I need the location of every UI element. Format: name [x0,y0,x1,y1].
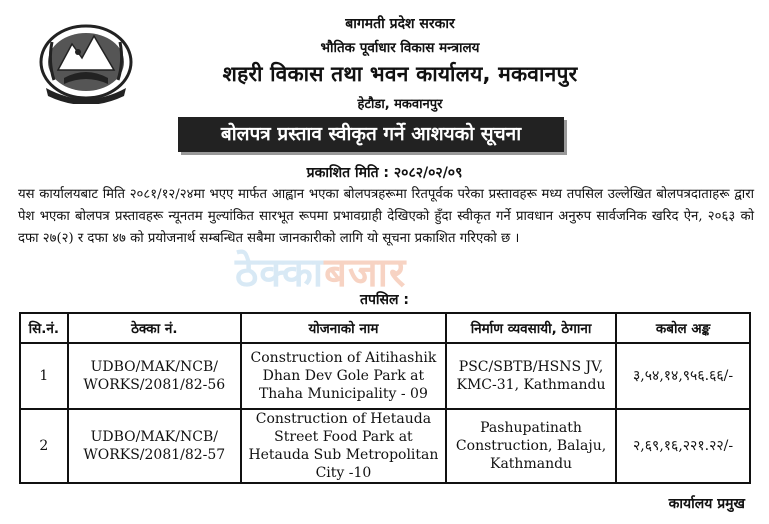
province-government-heading: बागमती प्रदेश सरकार [345,16,455,32]
table-row [20,343,750,409]
cell-contractor: Pashupatinath Construction, Balaju, Kathmandu [446,409,616,483]
schedule-heading: तपसिल : [360,292,409,308]
cell-amount: ३,५४,१४,९५६.६६/- [616,343,750,409]
header-contractor: निर्माण व्यवसायी, ठेगाना [446,313,616,343]
table-row [20,409,750,483]
published-date: प्रकाशित मिति : २०८२/०२/०९ [306,165,463,181]
header-amount: कबोल अङ्क [616,313,750,343]
cell-project: Construction of Aitihashik Dhan Dev Gole Park at Thaha Municipality - 09 [241,343,446,409]
header-project: योजनाको नाम [241,313,446,343]
watermark-part-a: ठेक्का [235,250,325,296]
cell-contract: UDBO/MAK/NCB/ WORKS/2081/82-57 [68,409,241,483]
nepal-emblem-icon [38,22,134,104]
signatory: कार्यालय प्रमुख [668,496,745,512]
header-sn: सि.नं. [20,313,68,343]
table-header-row [20,313,750,343]
cell-project: Construction of Hetauda Street Food Park at Hetauda Sub Metropolitan City -10 [241,409,446,483]
cell-sn: 2 [20,409,68,483]
cell-contractor: PSC/SBTB/HSNS JV, KMC-31, Kathmandu [446,343,616,409]
cell-sn: 1 [20,343,68,409]
office-title: शहरी विकास तथा भवन कार्यालय, मकवानपुर [222,62,578,86]
notice-title-banner: बोलपत्र प्रस्ताव स्वीकृत गर्ने आशयको सूचना [178,117,564,152]
office-location: हेटौडा, मकवानपुर [357,97,443,112]
header-contract: ठेक्का नं. [68,313,241,343]
notice-body: यस कार्यालयबाट मिति २०८१/१२/२४मा भएए मार्फत आह्वान भएका बोलपत्रहरूमा रितपूर्वक परेका प्रस्तावहरू मध्य तपसिल उल्लेखित बोलपत्रदाताहरू द्वारा पेश भएका बोलपत्र प्रस्तावहरू न्यूनतम मुल्यांकित सारभूत रूपमा प्रभावग्राही देखिएको हुँदा स्वीकृत गर्ने प्रावधान अनुरुप सार्वजनिक खरिद ऐन, २०६३ को दफा २७(२) र दफा ४७ को प्रयोजनार्थ सम्बन्धित सबैमा जानकारीको लागि यो सूचना प्रकाशित गरिएको छ । [18,187,754,246]
watermark-part-b: बजार [324,250,407,296]
cell-contract: UDBO/MAK/NCB/ WORKS/2081/82-56 [68,343,241,409]
cell-amount: २,६९,१६,२२१.२२/- [616,409,750,483]
awards-table [19,312,751,484]
ministry-heading: भौतिक पूर्वाधार विकास मन्त्रालय [320,40,480,56]
